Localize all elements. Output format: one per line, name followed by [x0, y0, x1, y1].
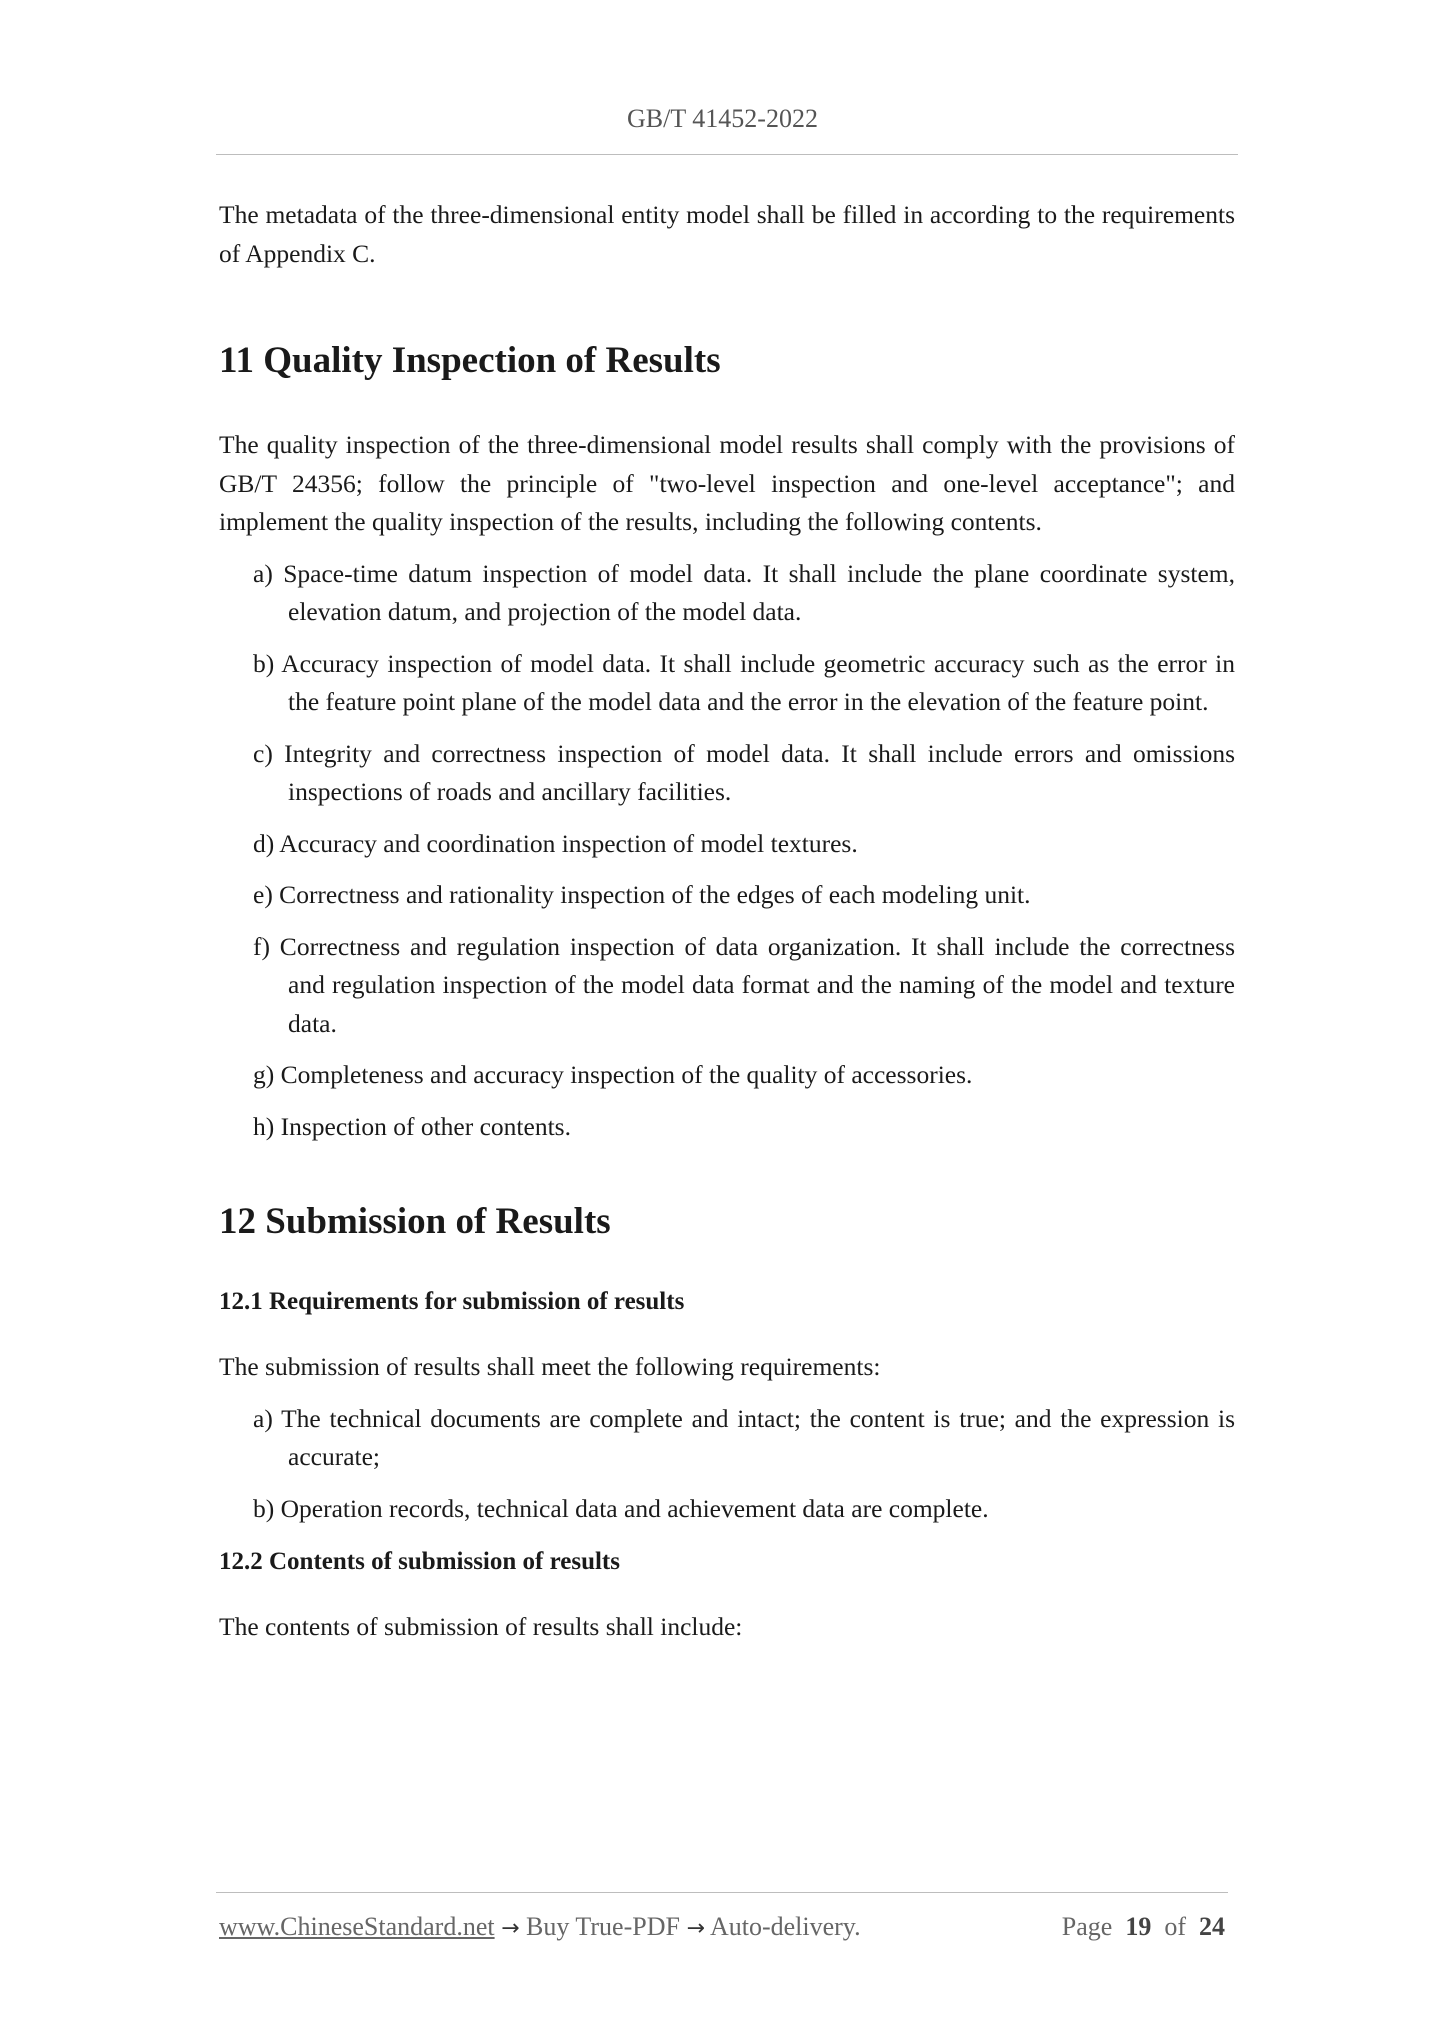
list-item: h) Inspection of other contents.: [253, 1111, 571, 1141]
page-footer: [219, 1912, 1231, 1942]
list-item: e) Correctness and rationality inspection of the edges of each modeling unit.: [253, 880, 1031, 909]
list-item: a) Space-time datum inspection of model data. It shall include the plane coordinate system, elevation datum, and projection of the model data.: [253, 558, 1235, 626]
footer-divider: [216, 1892, 1228, 1893]
buy-pdf-text: Buy True-PDF: [526, 1912, 680, 1941]
total-pages: 24: [1199, 1912, 1225, 1941]
section-11-heading: 11 Quality Inspection of Results: [219, 340, 721, 381]
list-item: b) Accuracy inspection of model data. It shall include geometric accuracy such as the error in the feature point plane of the model data and the error in the elevation of the feature point.: [253, 648, 1235, 716]
subsection-12-2-heading: 12.2 Contents of submission of results: [219, 1548, 620, 1575]
section-12-heading: 12 Submission of Results: [219, 1201, 611, 1242]
arrow-right-icon: →: [686, 1916, 705, 1941]
current-page: 19: [1125, 1912, 1152, 1941]
list-item: b) Operation records, technical data and achievement data are complete.: [253, 1493, 989, 1523]
website-link[interactable]: www.ChineseStandard.net: [219, 1912, 495, 1941]
page-number: [1062, 1912, 1225, 1942]
page-content: [219, 196, 1235, 1647]
section-11-intro: The quality inspection of the three-dimensional model results shall comply with the provisions of GB/T 24356; follow the principle of "two-level inspection and one-level acceptance"; and implement the quality inspection of the results, including the following contents.: [219, 430, 1235, 536]
list-item: f) Correctness and regulation inspection of data organization. It shall include the correctness and regulation inspection of the model data format and the naming of the model and texture data.: [253, 931, 1235, 1038]
header-divider: [216, 154, 1238, 155]
list-item: c) Integrity and correctness inspection of model data. It shall include errors and omissions inspections of roads and ancillary facilities.: [253, 738, 1235, 806]
running-header: GB/T 41452-2022: [627, 104, 818, 133]
metadata-paragraph: The metadata of the three-dimensional entity model shall be filled in according to the requirements of Appendix C.: [219, 200, 1235, 268]
list-item: g) Completeness and accuracy inspection of the quality of accessories.: [253, 1060, 973, 1089]
auto-delivery-text: Auto-delivery.: [709, 1912, 861, 1941]
list-item: a) The technical documents are complete and intact; the content is true; and the expression is accurate;: [253, 1403, 1235, 1471]
subsection-12-1-heading: 12.1 Requirements for submission of results: [219, 1288, 685, 1315]
list-item: d) Accuracy and coordination inspection of model textures.: [253, 828, 858, 858]
subsection-12-1-intro: The submission of results shall meet the following requirements:: [219, 1352, 881, 1381]
of-label: of: [1164, 1912, 1186, 1941]
page-label: Page: [1061, 1912, 1113, 1941]
arrow-right-icon: →: [501, 1916, 520, 1941]
subsection-12-2-intro: The contents of submission of results shall include:: [219, 1612, 743, 1641]
